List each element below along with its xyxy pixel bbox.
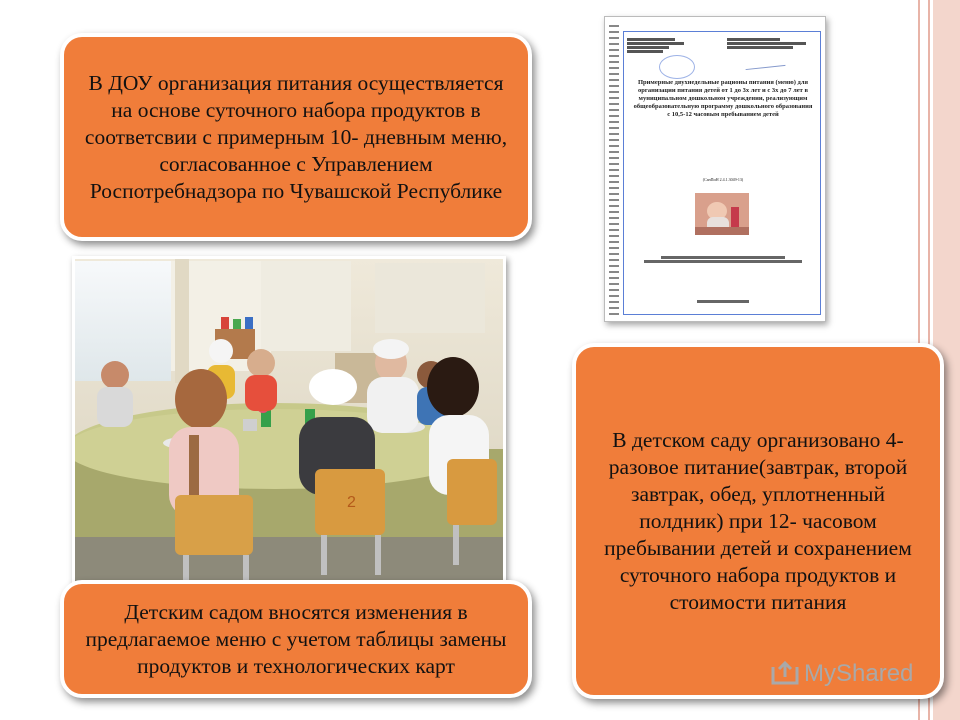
document-cover-photo xyxy=(695,193,749,235)
info-box-organization-text: В ДОУ организация питания осуществляется на основе суточного набора продуктов в соответсвии с примерным 10- дневным меню, согласованное с Управлением Роспотребнадзора по Чувашской Республике xyxy=(84,70,508,203)
info-box-meal-schedule xyxy=(572,343,944,699)
info-box-meal-schedule-text: В детском саду организовано 4- разовое питание(завтрак, второй завтрак, обед, уплотненный полдник) при 12- часовом пребывании детей и сохранением суточного набора продуктов и стоимости питания xyxy=(604,427,912,614)
agreement-lines xyxy=(635,255,811,264)
city-year-line xyxy=(635,299,811,304)
document-border xyxy=(623,31,821,315)
menu-document-thumbnail xyxy=(604,16,826,322)
info-box-organization xyxy=(60,33,532,241)
document-header-lines xyxy=(627,37,687,54)
myshared-watermark xyxy=(770,660,913,688)
document-title: Примерные двухнедельные рационы питания (меню) для организации питания детей от 1 до 3х лет и с 3х до 7 лет в муниципальном дошкольном учреждении, реализующим общеобразовательную программу дошкольного образования с 10,5-12 часовым пребыванием детей xyxy=(633,79,813,118)
watermark-text: MyShared xyxy=(804,660,914,687)
children-dining-photo xyxy=(72,256,506,586)
svg-text:2: 2 xyxy=(347,494,356,511)
info-box-menu-changes-text: Детским садом вносятся изменения в предлагаемое меню с учетом таблицы замены продуктов и технологических карт xyxy=(85,599,507,678)
myshared-logo-icon xyxy=(770,661,800,687)
info-box-menu-changes xyxy=(60,580,532,698)
binding-rings xyxy=(609,25,619,315)
document-subtitle: (СанПиН 2.4.1.3049-13) xyxy=(702,177,744,182)
approval-lines xyxy=(727,37,815,50)
stamp-mark xyxy=(659,55,695,79)
